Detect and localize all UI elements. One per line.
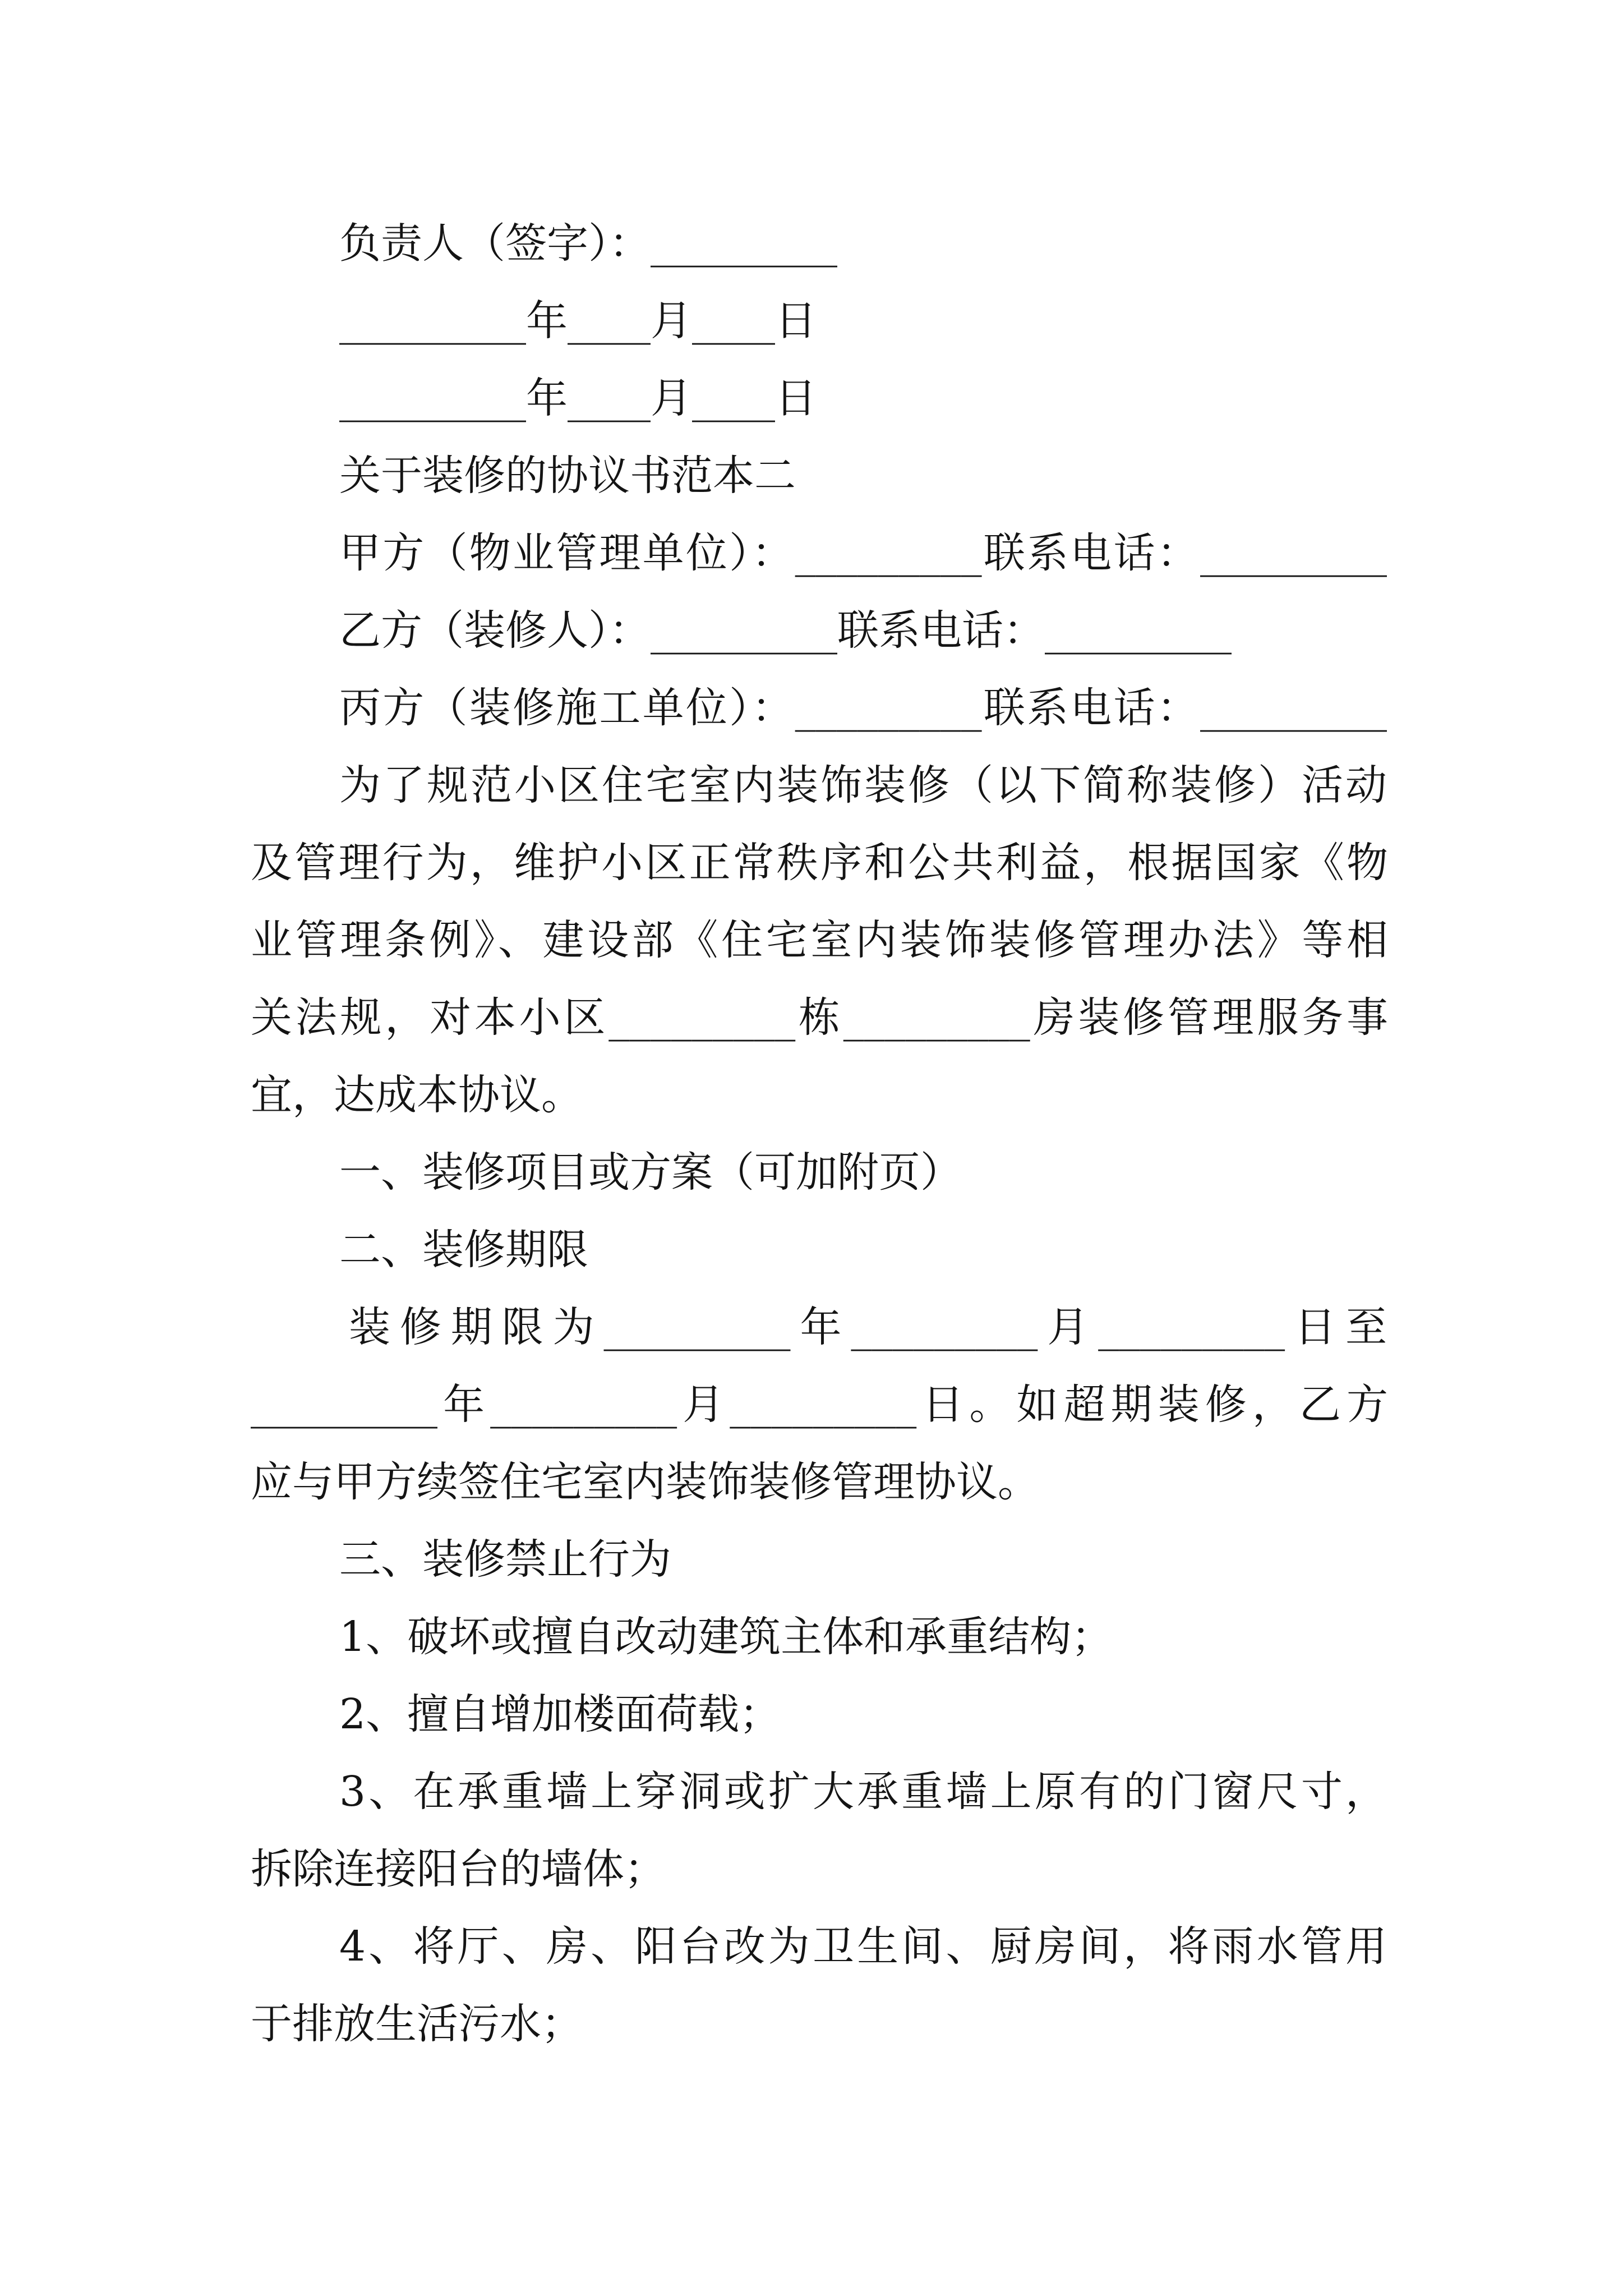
date-line: _________年____月____日 (339, 297, 817, 345)
prohibited-item-3-continued: 拆除连接阳台的墙体； (251, 1845, 666, 1893)
prohibited-item-4-continued: 于排放生活污水； (251, 2000, 583, 2048)
section-2-heading: 二、装修期限 (339, 1226, 588, 1274)
preamble-line: 宜，达成本协议。 (251, 1071, 583, 1119)
party-a-line: 甲方（物业管理单位）：_________联系电话：_________ (339, 529, 1387, 577)
prohibited-item-2: 2、擅自增加楼面荷载； (339, 1690, 781, 1738)
prohibited-item-4: 4、将厅、房、阳台改为卫生间、厨房间，将雨水管用 (339, 1922, 1387, 1971)
section-1-heading: 一、装修项目或方案（可加附页） (339, 1148, 962, 1197)
party-c-line: 丙方（装修施工单位）：_________联系电话：_________ (339, 684, 1387, 732)
date-line: _________年____月____日 (339, 374, 817, 422)
party-b-line: 乙方（装修人）：_________联系电话：_________ (339, 606, 1232, 655)
section-3-heading: 三、装修禁止行为 (339, 1535, 671, 1584)
prohibited-item-1: 1、破坏或擅自改动建筑主体和承重结构； (339, 1613, 1113, 1661)
preamble-line: 及管理行为，维护小区正常秩序和公共利益，根据国家《物 (251, 839, 1388, 887)
preamble-line: 为了规范小区住宅室内装饰装修（以下简称装修）活动 (339, 761, 1387, 809)
section-2-line: 装修期限为_________年_________月_________日至 (349, 1303, 1387, 1351)
section-2-line: _________年_________月_________日。如超期装修，乙方 (251, 1381, 1388, 1429)
section-2-line: 应与甲方续签住宅室内装饰装修管理协议。 (251, 1458, 1039, 1506)
prohibited-item-3: 3、在承重墙上穿洞或扩大承重墙上原有的门窗尺寸， (339, 1768, 1387, 1816)
preamble-line: 业管理条例》、建设部《住宅室内装饰装修管理办法》等相 (251, 916, 1388, 964)
preamble-line: 关法规，对本小区_________栋_________房装修管理服务事 (251, 993, 1388, 1042)
signature-line: 负责人（签字）：_________ (339, 219, 837, 268)
document-title: 关于装修的协议书范本二 (339, 452, 796, 500)
